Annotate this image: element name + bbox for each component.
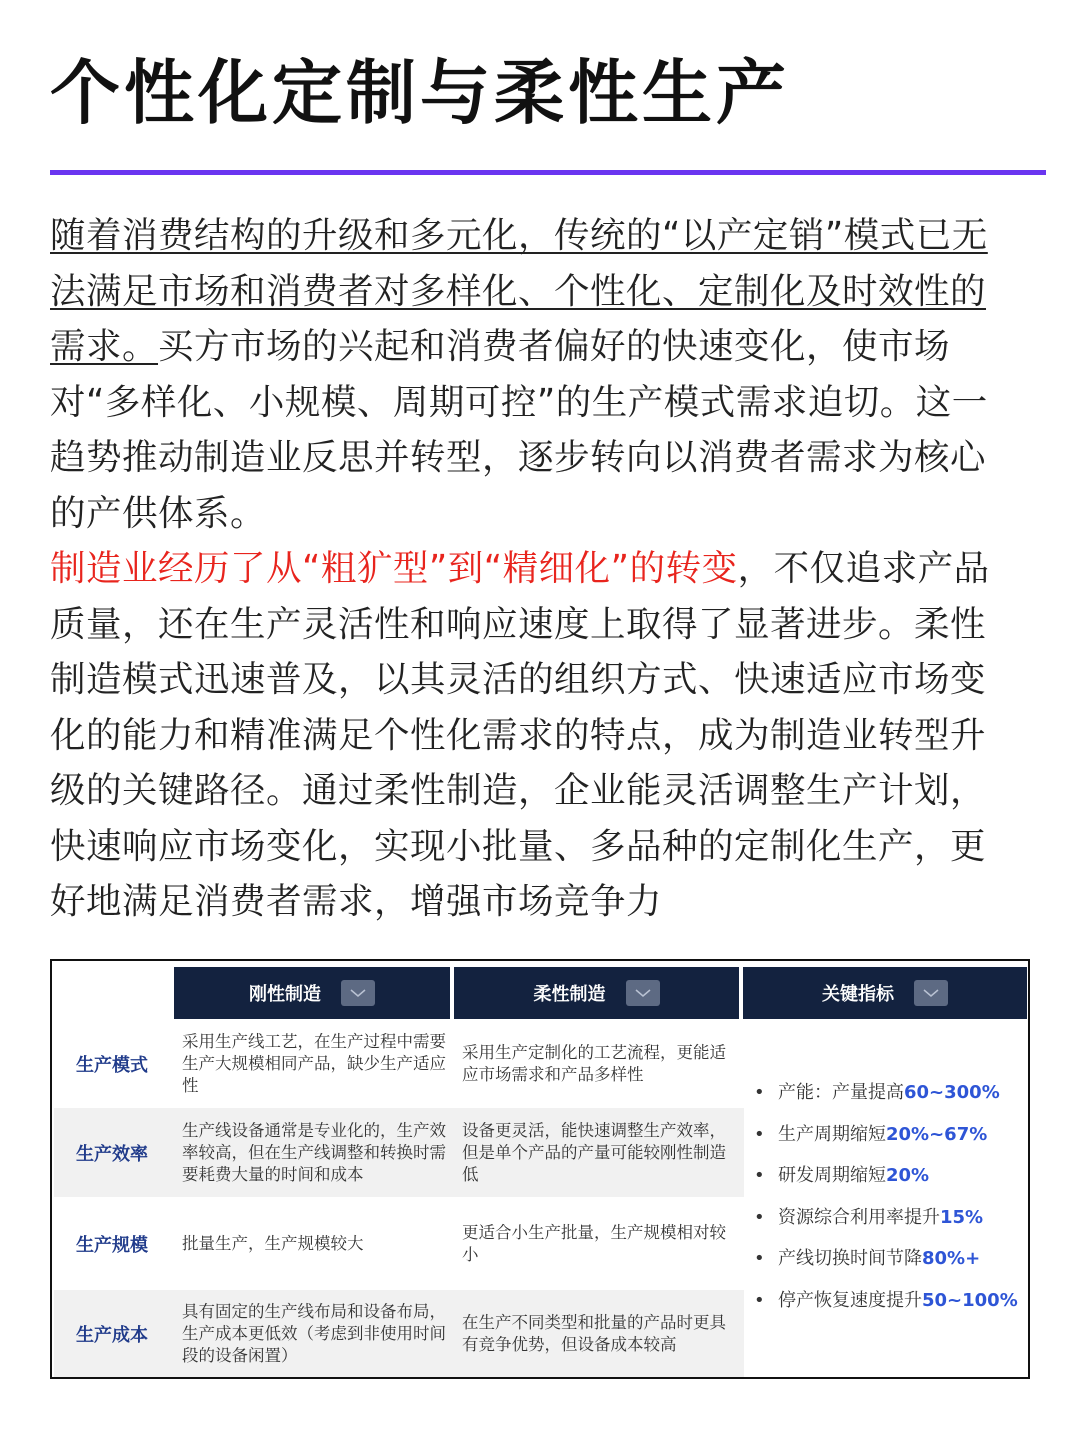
header-rigid: [174, 967, 450, 1019]
metric-label: 资源综合利用率提升: [778, 1206, 940, 1228]
metric-item: [752, 1081, 1027, 1105]
header-rigid-label: 刚性制造: [249, 984, 321, 1005]
table-cell-rigid: 采用生产线工艺，在生产过程中需要生产大规模相同产品，缺少生产适应性: [182, 1032, 446, 1095]
table-cell-flexible: 设备更灵活，能快速调整生产效率，但是单个产品的产量可能较刚性制造低: [462, 1120, 726, 1184]
row-label: 生产效率: [76, 1143, 148, 1165]
page-title: 个性化定制与柔性生产: [50, 52, 790, 134]
metric-label: 生产周期缩短: [778, 1123, 886, 1145]
metric-value: 60~300%: [904, 1082, 1000, 1103]
metric-value: 50~100%: [922, 1289, 1018, 1311]
table-cell-rigid: 生产线设备通常是专业化的，生产效率较高，但在生产线调整和转换时需要耗费大量的时间和成本: [182, 1120, 446, 1184]
metric-item: [752, 1247, 1027, 1271]
metric-label: 研发周期缩短: [778, 1165, 886, 1186]
table-cell-flexible: 在生产不同类型和批量的产品时更具有竞争优势，但设备成本较高: [462, 1312, 726, 1354]
metric-value: 20%: [886, 1165, 930, 1186]
paragraph-2-text: ，不仅追求产品质量，还在生产灵活性和响应速度上取得了显著进步。柔性制造模式迅速普及，以其灵活的组织方式、快速适应市场变化的能力和精准满足个性化需求的特点，成为制造业转型升级的关键路径。通过柔性制造，企业能灵活调整生产计划，快速响应市场变化，实现小批量、多品种的定制化生产，更好地满足消费者需求，增强市场竞争力: [50, 548, 990, 922]
chevron-down-icon[interactable]: [341, 980, 375, 1006]
chevron-down-icon[interactable]: [914, 980, 948, 1006]
paragraph-1-text: 买方市场的兴起和消费者偏好的快速变化，使市场对“多样化、小规模、周期可控”的生产模式需求迫切。这一趋势推动制造业反思并转型，逐步转向以消费者需求为核心的产供体系。: [50, 326, 988, 534]
metric-value: 15%: [940, 1206, 984, 1228]
metric-value: 20%~67%: [886, 1123, 988, 1145]
key-metrics-list: [752, 1081, 1027, 1330]
title-divider: [50, 170, 1046, 175]
comparison-table: [50, 959, 1030, 1379]
table-cell-flexible: 采用生产定制化的工艺流程，更能适应市场需求和产品多样性: [462, 1043, 726, 1084]
header-flexible-label: 柔性制造: [533, 984, 606, 1005]
paragraph-1: [50, 208, 995, 541]
metric-item: [752, 1123, 1027, 1147]
row-label: 生产规模: [76, 1234, 148, 1256]
row-label: 生产成本: [76, 1324, 148, 1346]
metric-item: [752, 1289, 1027, 1313]
metric-value: 80%+: [922, 1248, 981, 1269]
header-metrics-label: 关键指标: [822, 984, 894, 1005]
table-cell-flexible: 更适合小生产批量，生产规模相对较小: [462, 1222, 726, 1264]
highlight-text: 制造业经历了从“粗犷型”到“精细化”的转变: [50, 548, 738, 589]
row-label: 生产模式: [76, 1055, 148, 1076]
table-cell-rigid: 具有固定的生产线布局和设备布局，生产成本更低效（考虑到非使用时间段的设备闲置）: [182, 1301, 446, 1365]
metric-item: [752, 1164, 1027, 1188]
metric-label: 停产恢复速度提升: [778, 1289, 922, 1311]
metric-label: 产线切换时间节降: [778, 1248, 922, 1269]
paragraph-2: [50, 541, 995, 930]
metric-item: [752, 1206, 1027, 1230]
underlined-text: 随着消费结构的升级和多元化，传统的“以产定销”模式已无法满足市场和消费者对多样化、个性化、定制化及时效性的需求。: [50, 215, 988, 367]
header-flexible: [454, 967, 739, 1019]
chevron-down-icon[interactable]: [626, 980, 660, 1006]
metric-label: 产能：产量提高: [778, 1082, 904, 1103]
header-metrics: [743, 967, 1027, 1019]
table-cell-rigid: 批量生产，生产规模较大: [182, 1233, 364, 1253]
article-body: [50, 208, 995, 930]
